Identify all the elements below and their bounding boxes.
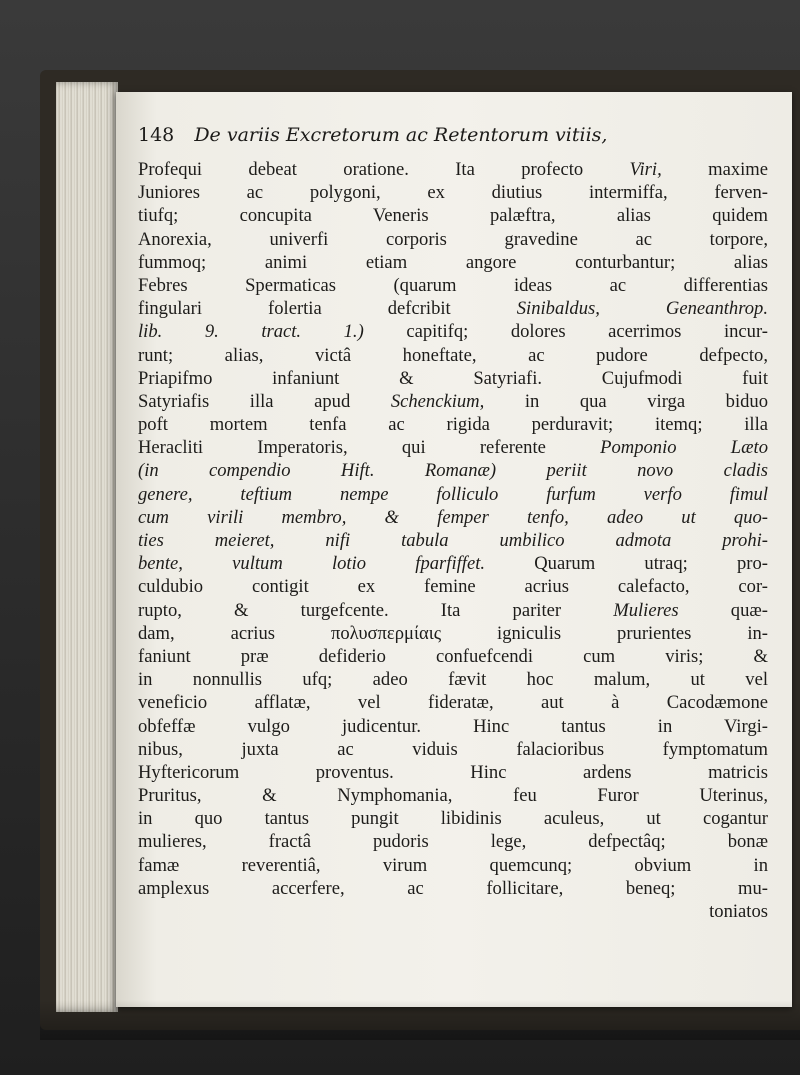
text-line xyxy=(138,436,768,459)
text-line xyxy=(138,645,768,668)
book-page xyxy=(116,92,792,1007)
text-line xyxy=(138,251,768,274)
text-segment: faniunt præ defiderio confuefcendi cum viris; & xyxy=(138,645,768,667)
italic-text-segment: Mulieres xyxy=(613,599,679,621)
text-segment: obfeffæ vulgo judicentur. Hinc tantus in Virgi- xyxy=(138,715,768,737)
text-segment: toniatos xyxy=(709,901,768,922)
text-segment: Heracliti Imperatoris, qui referente xyxy=(138,437,601,459)
text-segment: tiufq; concupita Veneris palæftra, alias quidem xyxy=(138,205,768,227)
text-line xyxy=(138,877,768,900)
text-line xyxy=(138,900,768,923)
text-segment: Hyftericorum proventus. Hinc ardens matricis xyxy=(138,761,768,783)
text-line xyxy=(138,274,768,297)
italic-text-segment: Schenckium, xyxy=(390,390,485,412)
text-line xyxy=(138,367,768,390)
text-line xyxy=(138,204,768,227)
text-segment: Pruritus, & Nymphomania, feu Furor Uterinus, xyxy=(138,785,768,807)
text-line xyxy=(138,390,768,413)
text-segment: nibus, juxta ac viduis falacioribus fymptomatum xyxy=(138,738,768,760)
italic-text-segment: Sinibaldus, Geneanthrop. xyxy=(516,298,769,320)
italic-text-segment: bente, vultum lotio fparfiffet. xyxy=(138,553,486,575)
text-line xyxy=(138,599,768,622)
text-segment: Profequi debeat oratione. Ita profecto xyxy=(138,159,630,180)
italic-text-segment: (in compendio Hift. Romanæ) periit novo cladis xyxy=(138,460,768,482)
text-segment: dam, acrius πολυσπερμίαις igniculis prurientes in- xyxy=(138,622,768,644)
text-line xyxy=(138,854,768,877)
page-number: 148 xyxy=(138,124,175,146)
text-line xyxy=(138,738,768,761)
text-line xyxy=(138,506,768,529)
text-line xyxy=(138,622,768,645)
text-line xyxy=(138,228,768,251)
italic-text-segment: Viri, xyxy=(629,159,662,180)
text-segment: in qua virga biduo xyxy=(484,390,768,412)
text-segment: Anorexia, univerfi corporis gravedine ac torpore, xyxy=(138,228,768,250)
text-line xyxy=(138,715,768,738)
text-segment: veneficio afflatæ, vel fideratæ, aut à Cacodæmone xyxy=(138,692,768,714)
text-line xyxy=(138,529,768,552)
text-segment: maxime xyxy=(661,159,768,180)
text-segment: fummoq; animi etiam angore conturbantur; alias xyxy=(138,251,768,273)
body-text xyxy=(138,158,768,923)
italic-text-segment: genere, teftium nempe folliculo furfum verfo fimul xyxy=(138,483,768,505)
text-line xyxy=(138,344,768,367)
text-line xyxy=(138,459,768,482)
text-line xyxy=(138,761,768,784)
text-line xyxy=(138,668,768,691)
text-line xyxy=(138,784,768,807)
text-line xyxy=(138,297,768,320)
italic-text-segment: cum virili membro, & femper tenfo, adeo ut quo- xyxy=(138,506,768,528)
text-segment: in quo tantus pungit libidinis aculeus, ut cogantur xyxy=(138,808,768,830)
running-title: De variis Excretorum ac Retentorum vitiis, xyxy=(194,124,608,146)
text-segment: culdubio contigit ex femine acrius calefacto, cor- xyxy=(138,576,768,598)
text-segment: Febres Spermaticas (quarum ideas ac differentias xyxy=(138,274,768,296)
text-segment: Juniores ac polygoni, ex diutius intermiffa, ferven- xyxy=(138,182,768,204)
text-segment: amplexus accerfere, ac follicitare, beneq; mu- xyxy=(138,877,768,899)
text-segment: runt; alias, victâ honeftate, ac pudore defpecto, xyxy=(138,344,768,366)
page-edges xyxy=(56,82,118,1012)
text-segment: in nonnullis ufq; adeo fævit hoc malum, ut vel xyxy=(138,669,768,691)
text-line xyxy=(138,552,768,575)
text-line xyxy=(138,575,768,598)
text-line xyxy=(138,413,768,436)
text-segment: Priapifmo infaniunt & Satyriafi. Cujufmodi fuit xyxy=(138,367,768,389)
italic-text-segment: lib. 9. tract. 1.) xyxy=(138,321,364,343)
page-shadow xyxy=(40,1000,800,1040)
text-line xyxy=(138,830,768,853)
text-segment: fingulari folertia defcribit xyxy=(138,298,517,320)
text-segment: capitifq; dolores acerrimos incur- xyxy=(363,321,768,343)
text-line xyxy=(138,691,768,714)
text-segment: famæ reverentiâ, virum quemcunq; obvium in xyxy=(138,854,768,876)
text-segment: Satyriafis illa apud xyxy=(138,390,391,412)
text-segment: rupto, & turgefcente. Ita pariter xyxy=(138,599,614,621)
text-line xyxy=(138,807,768,830)
text-line xyxy=(138,181,768,204)
italic-text-segment: Pomponio Læto xyxy=(600,437,768,459)
italic-text-segment: ties meieret, nifi tabula umbilico admota prohi- xyxy=(138,530,768,551)
text-line xyxy=(138,158,768,181)
text-segment: poft mortem tenfa ac rigida perduravit; itemq; illa xyxy=(138,414,768,436)
text-line xyxy=(138,483,768,506)
text-segment: Quarum utraq; pro- xyxy=(485,553,768,575)
text-line xyxy=(138,320,768,343)
text-segment: quæ- xyxy=(678,599,768,621)
text-segment: mulieres, fractâ pudoris lege, defpectâq; bonæ xyxy=(138,831,768,853)
running-head xyxy=(138,124,698,146)
